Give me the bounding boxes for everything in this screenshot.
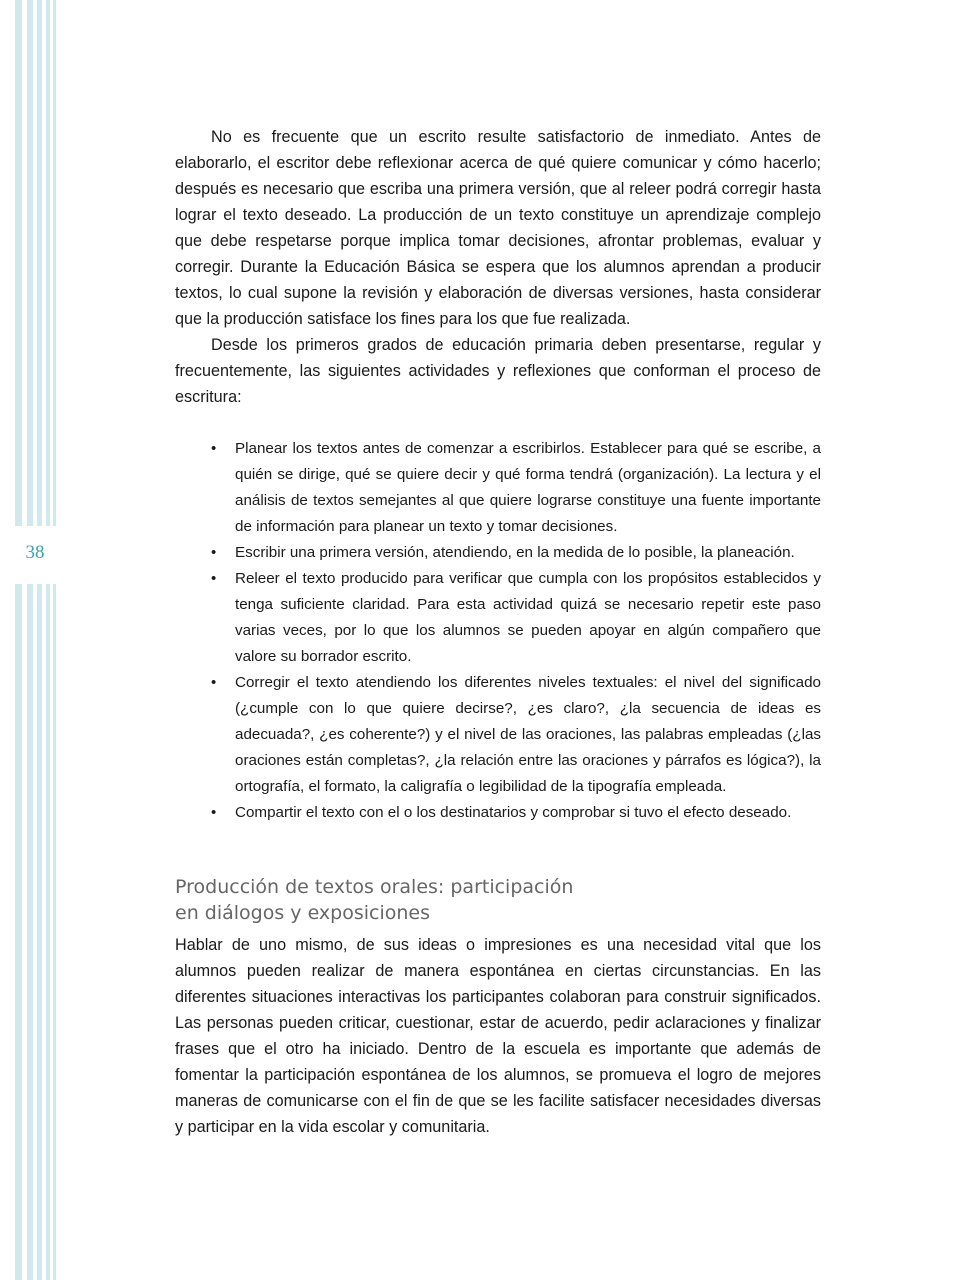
bullet-icon: • [211, 674, 217, 691]
page-content [175, 124, 821, 1140]
list-item [211, 800, 821, 826]
section-heading-line-2: en diálogos y exposiciones [175, 902, 431, 924]
stripe [53, 0, 56, 1280]
list-item-text: Escribir una primera versión, atendiendo, en la medida de lo posible, la planeación. [235, 544, 795, 561]
intro-paragraph-2: Desde los primeros grados de educación primaria deben presentarse, regular y frecuentemente, las siguientes actividades y reflexiones que conforman el proceso de escritura: [175, 336, 821, 406]
bullet-icon: • [211, 440, 217, 457]
list-item [211, 540, 821, 566]
list-item-text: Releer el texto producido para verificar que cumpla con los propósitos establecidos y tenga suficiente claridad. Para esta actividad quizá se necesario repetir este paso varias veces, por lo que los alumnos se pueden apoyar en algún compañero que valore su borrador escrito. [235, 570, 821, 665]
writing-process-list [175, 436, 821, 826]
stripe [15, 0, 22, 1280]
bullet-icon: • [211, 544, 217, 561]
margin-stripes [0, 0, 60, 1280]
list-item [211, 566, 821, 670]
stripe [27, 0, 33, 1280]
list-item-text: Compartir el texto con el o los destinatarios y comprobar si tuvo el efecto deseado. [235, 804, 792, 821]
stripe [46, 0, 50, 1280]
list-item [211, 436, 821, 540]
stripe [37, 0, 42, 1280]
list-item-text: Planear los textos antes de comenzar a escribirlos. Establecer para qué se escribe, a quién se dirige, qué se quiere decir y qué forma tendrá (organización). La lectura y el análisis de textos semejantes al que quiere lograrse constituye una fuente importante de información para planear un texto y tomar decisiones. [235, 440, 821, 535]
list-item-text: Corregir el texto atendiendo los diferentes niveles textuales: el nivel del significado (¿cumple con lo que quiere decirse?, ¿es claro?, ¿la secuencia de ideas es adecuada?, ¿es coherente?) y el nivel de las oraciones, las palabras empleadas (¿las oraciones están completas?, ¿la relación entre las oraciones y párrafos es lógica?), la ortografía, el formato, la caligrafía o legibilidad de la tipografía empleada. [235, 674, 821, 795]
bullet-icon: • [211, 570, 217, 587]
intro-paragraph-1: No es frecuente que un escrito resulte satisfactorio de inmediato. Antes de elaborarlo, el escritor debe reflexionar acerca de qué quiere comunicar y cómo hacerlo; después es necesario que escriba una primera versión, que al releer podrá corregir hasta lograr el texto deseado. La producción de un texto constituye un aprendizaje complejo que debe respetarse porque implica tomar decisiones, afrontar problemas, evaluar y corregir. Durante la Educación Básica se espera que los alumnos aprendan a producir textos, lo cual supone la revisión y elaboración de diversas versiones, hasta considerar que la producción satisface los fines para los que fue realizada. [175, 128, 821, 328]
page-number: 38 [25, 542, 45, 563]
bullet-icon: • [211, 804, 217, 821]
list-item [211, 670, 821, 800]
section-paragraph: Hablar de uno mismo, de sus ideas o impresiones es una necesidad vital que los alumnos pueden realizar de manera espontánea en ciertas circunstancias. En las diferentes situaciones interactivas los participantes colaboran para construir significados. Las personas pueden criticar, cuestionar, estar de acuerdo, pedir aclaraciones y finalizar frases que el otro ha iniciado. Dentro de la escuela es importante que además de fomentar la participación espontánea de los alumnos, se promueva el logro de mejores maneras de comunicarse con el fin de que se les facilite satisfacer necesidades diversas y participar en la vida escolar y comunitaria. [175, 936, 821, 1136]
section-heading-line-1: Producción de textos orales: participación [175, 876, 574, 898]
section-heading [175, 874, 821, 926]
